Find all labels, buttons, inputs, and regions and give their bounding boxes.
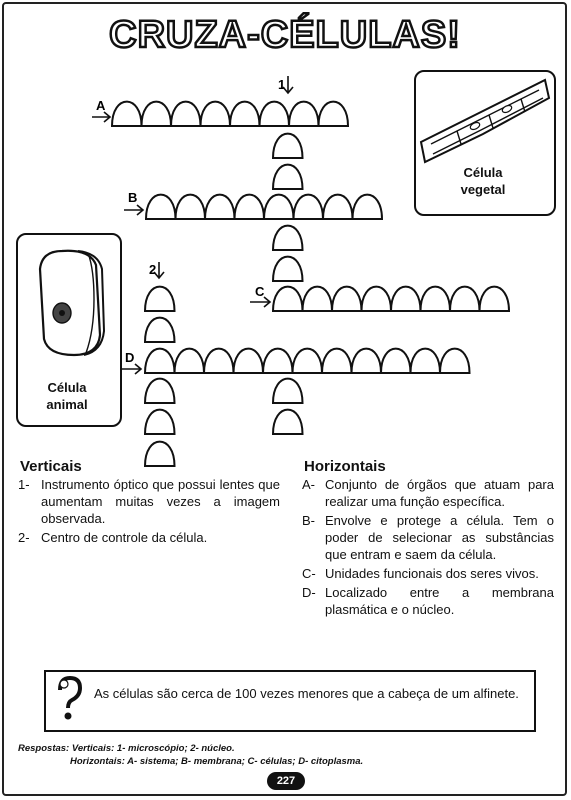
crossword-cell[interactable] [263,349,293,373]
crossword-cell[interactable] [145,287,175,311]
crossword-cell[interactable] [230,102,260,126]
crossword-cell[interactable] [319,102,349,126]
crossword-cell[interactable] [235,195,265,219]
arrow-d [121,364,141,374]
crossword-cell[interactable] [145,349,175,373]
crossword-cell[interactable] [201,102,231,126]
crossword-cell[interactable] [362,287,392,311]
fact-text: As células são cerca de 100 vezes menores que a cabeça de um alfinete. [94,686,519,701]
crossword-cell[interactable] [391,287,421,311]
animal-cell-box [16,233,122,427]
crossword-cell[interactable] [205,195,235,219]
clue-text: Envolve e protege a célula. Tem o poder de selecionar as substâncias que entram e saem da célula. [325,513,554,562]
crossword-cell[interactable] [322,349,352,373]
crossword-cell[interactable] [175,349,205,373]
clue-number: C- [302,566,316,581]
label-1: 1 [278,77,286,92]
crossword-cell[interactable] [234,349,264,373]
crossword-cell[interactable] [411,349,441,373]
verticais-heading: Verticais [20,458,82,475]
vertical-clue [18,476,280,527]
crossword-cell[interactable] [145,442,175,466]
page-title-text: CRUZA-CÉLULAS! [109,14,461,56]
answers-line-1: Respostas: Verticais: 1- microscópio; 2- núcleo. [18,743,235,754]
crossword-cell[interactable] [176,195,206,219]
crossword-cell[interactable] [332,287,362,311]
crossword-cell[interactable] [204,349,234,373]
crossword-cell[interactable] [112,102,142,126]
verticais-clues [18,476,280,548]
answers [18,742,363,768]
label-2: 2 [149,262,157,277]
horizontais-heading: Horizontais [304,458,386,475]
horizontal-clue [302,476,554,510]
crossword-cell[interactable] [145,410,175,434]
crossword-cell[interactable] [352,349,382,373]
crossword-cell[interactable] [171,102,201,126]
question-mark-icon [52,674,86,724]
crossword-cell[interactable] [264,195,294,219]
label-b: B [128,190,138,205]
animal-caption: Célula animal [46,380,88,412]
arrow-b [124,205,143,215]
answers-line-2: Horizontais: A- sistema; B- membrana; C- células; D- citoplasma. [70,756,364,767]
crossword-cell[interactable] [273,165,303,189]
vertical-clue [18,529,280,546]
label-a: A [96,98,106,113]
crossword-cell[interactable] [273,379,303,403]
clue-text: Localizado entre a membrana plasmática e o núcleo. [325,585,554,617]
arrow-a [92,112,110,122]
horizontal-clue [302,512,554,563]
crossword-cell[interactable] [260,102,290,126]
crossword-cell[interactable] [303,287,333,311]
crossword-cell[interactable] [273,257,303,281]
horizontais-clues [302,476,554,620]
vegetal-cell-box [414,70,556,216]
crossword-cell[interactable] [273,410,303,434]
crossword-cell[interactable] [353,195,383,219]
animal-cell-illustration [18,239,116,359]
crossword-cell[interactable] [273,134,303,158]
crossword-cell[interactable] [381,349,411,373]
label-d: D [125,350,135,365]
crossword-cell[interactable] [273,226,303,250]
page-number: 227 [267,772,305,790]
crossword-cell[interactable] [323,195,353,219]
clue-number: 1- [18,477,30,492]
vegetal-caption: Célula vegetal [460,165,506,197]
horizontal-clue [302,565,554,582]
crossword-cell[interactable] [146,195,176,219]
plant-cell-illustration [417,74,551,164]
clue-text: Centro de controle da célula. [41,530,208,545]
crossword-cell[interactable] [142,102,172,126]
fact-box [44,670,536,732]
label-c: C [255,284,265,299]
crossword-cell[interactable] [145,379,175,403]
clue-number: A- [302,477,315,492]
crossword-cell[interactable] [440,349,470,373]
clue-number: B- [302,513,315,528]
crossword-cell[interactable] [273,287,303,311]
crossword-cell[interactable] [450,287,480,311]
clue-number: 2- [18,530,30,545]
clue-text: Conjunto de órgãos que atuam para realizar uma função específica. [325,477,554,509]
clue-text: Instrumento óptico que possui lentes que aumentam muitas vezes a imagem observada. [41,477,280,526]
clue-text: Unidades funcionais dos seres vivos. [325,566,539,581]
clue-number: D- [302,585,316,600]
crossword-cell[interactable] [293,349,323,373]
crossword-cell[interactable] [480,287,510,311]
horizontal-clue [302,584,554,618]
crossword-cell[interactable] [289,102,319,126]
crossword-cell[interactable] [145,318,175,342]
crossword-cell[interactable] [421,287,451,311]
crossword-cell[interactable] [294,195,324,219]
